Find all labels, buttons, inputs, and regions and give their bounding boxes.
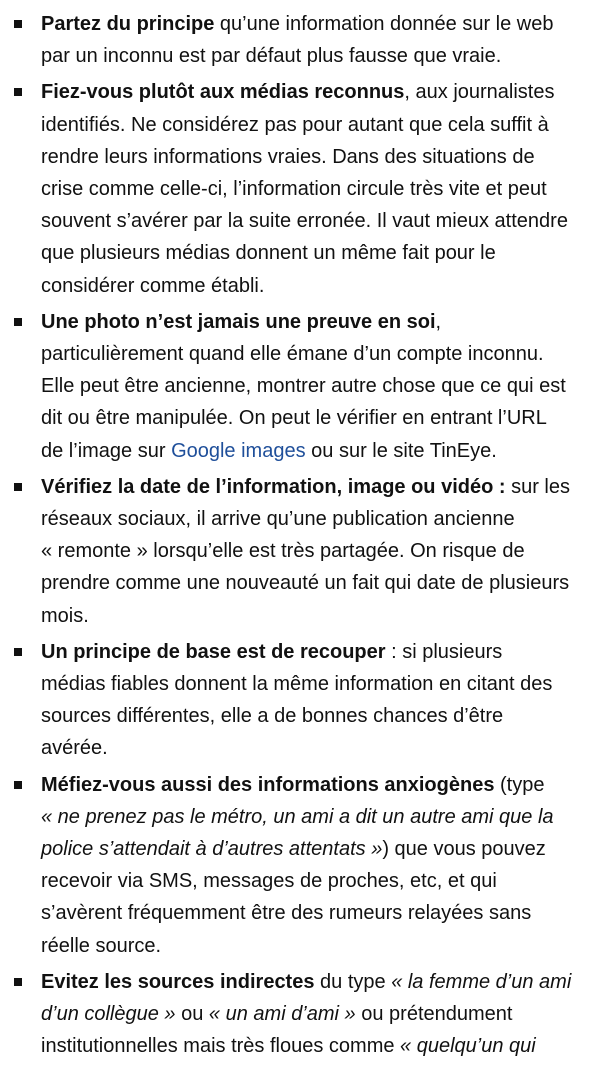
- tip-heading: Evitez les sources indirectes: [41, 970, 315, 993]
- square-bullet-icon: [14, 20, 22, 28]
- list-item: Méfiez-vous aussi des informations anxiogènes (type « ne prenez pas le métro, un ami a dit un autre ami que la police s’attendait à d’autres attentats ») que vous pouvez recevoir via SMS, messages de proches, etc, et qui s’avèrent fréquemment être des rumeurs relayées sans réelle source.: [0, 769, 606, 962]
- tip-heading: Partez du principe: [41, 13, 215, 35]
- tip-heading: Un principe de base est de recouper: [41, 640, 386, 663]
- list-item: Partez du principe qu’une information donnée sur le web par un inconnu est par défaut plus fausse que vraie.: [0, 8, 606, 72]
- square-bullet-icon: [14, 483, 22, 491]
- tip-heading: Une photo n’est jamais une preuve en soi: [41, 310, 436, 333]
- list-item: Une photo n’est jamais une preuve en soi, particulièrement quand elle émane d’un compte inconnu. Elle peut être ancienne, montrer autre chose que ce qui est dit ou être manipulée. On peut le vérifier en entrant l’URL de l’image sur Google images ou sur le site TinEye.: [0, 306, 606, 467]
- list-item: Evitez les sources indirectes du type « la femme d’un ami d’un collègue » ou « un ami d’ami » ou prétendument institutionnelles mais très floues comme « quelqu’un qui: [0, 966, 606, 1063]
- tip-heading: Méfiez-vous aussi des informations anxiogènes: [41, 773, 495, 796]
- list-item: Fiez-vous plutôt aux médias reconnus, aux journalistes identifiés. Ne considérez pas pour autant que cela suffit à rendre leurs informations vraies. Dans des situations de crise comme celle-ci, l’information circule très vite et peut souvent s’avérer par la suite erronée. Il vaut mieux attendre que plusieurs médias donnent un même fait pour le considérer comme établi.: [0, 76, 606, 301]
- square-bullet-icon: [14, 978, 22, 986]
- square-bullet-icon: [14, 318, 22, 326]
- google-images-link[interactable]: Google images: [171, 439, 306, 462]
- square-bullet-icon: [14, 781, 22, 789]
- tip-heading: Fiez-vous plutôt aux médias reconnus: [41, 81, 405, 104]
- list-item: Vérifiez la date de l’information, image ou vidéo : sur les réseaux sociaux, il arrive qu’une publication ancienne « remonte » lorsqu’elle est très partagée. On risque de prendre comme une nouveauté un fait qui date de plusieurs mois.: [0, 471, 606, 632]
- list-item: Un principe de base est de recouper : si plusieurs médias fiables donnent la même information en citant des sources différentes, elle a de bonnes chances d’être avérée.: [0, 636, 606, 765]
- tips-list: [0, 8, 606, 1063]
- square-bullet-icon: [14, 88, 22, 96]
- square-bullet-icon: [14, 648, 22, 656]
- tip-heading: Vérifiez la date de l’information, image ou vidéo :: [41, 475, 506, 498]
